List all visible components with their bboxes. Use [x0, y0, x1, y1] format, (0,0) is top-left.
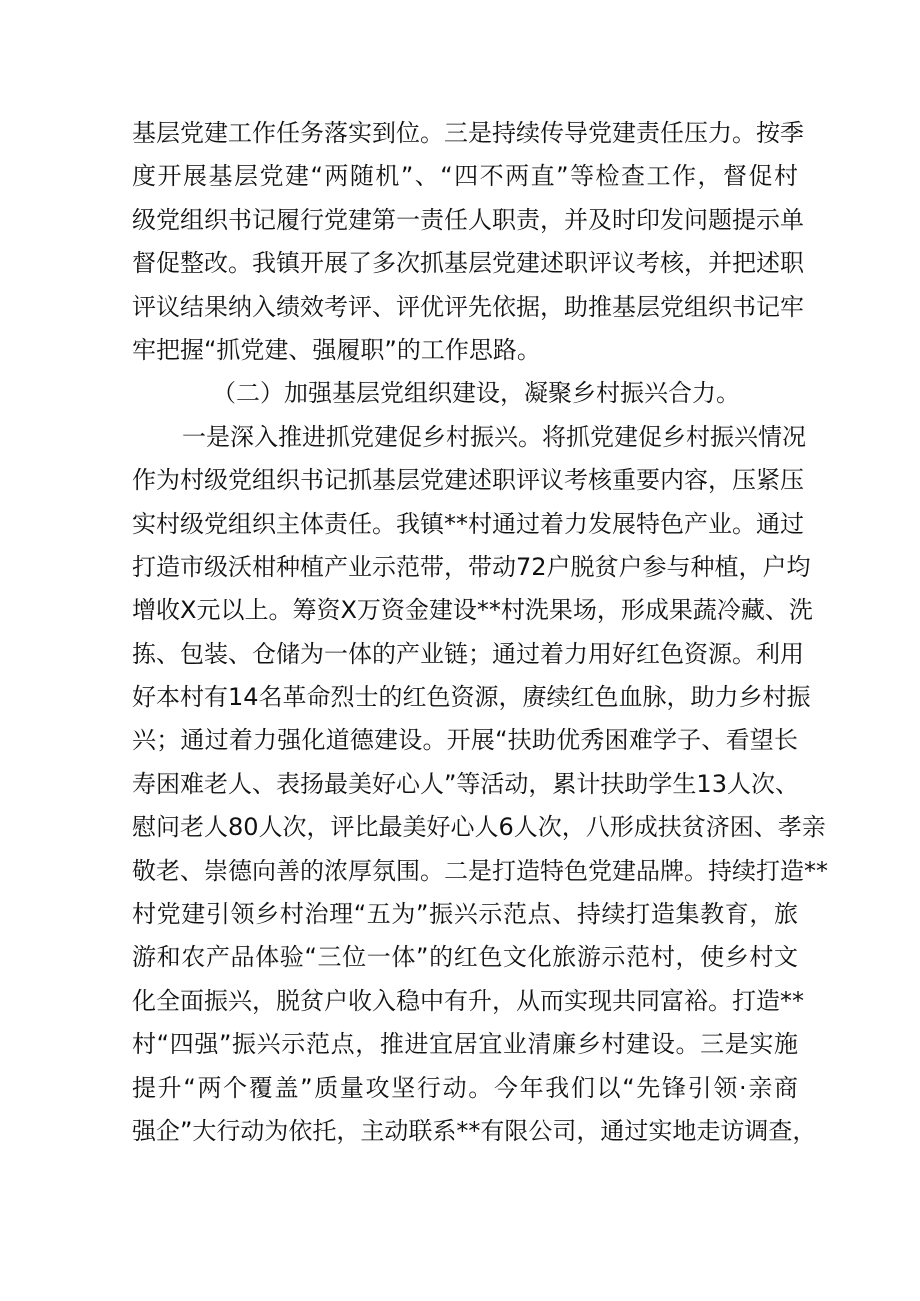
paragraph-line: 兴；通过着力强化道德建设。开展“扶助优秀困难学子、看望长: [132, 726, 798, 755]
paragraph-line: 化全面振兴，脱贫户收入稳中有升，从而实现共同富裕。打造**: [132, 986, 804, 1015]
paragraph-line: 强企”大行动为依托，主动联系**有限公司，通过实地走访调查，: [132, 1116, 817, 1145]
paragraph-line: 村党建引领乡村治理“五为”振兴示范点、持续打造集教育，旅: [132, 900, 798, 929]
paragraph-line: 增收X元以上。筹资X万资金建设**村洗果场，形成果蔬冷藏、洗: [132, 596, 813, 625]
paragraph-line: 提升“两个覆盖”质量攻坚行动。今年我们以“先锋引领·亲商: [132, 1073, 798, 1102]
paragraph-line: 基层党建工作任务落实到位。三是持续传导党建责任压力。按季: [132, 119, 804, 147]
paragraph-line: 实村级党组织主体责任。我镇**村通过着力发展特色产业。通过: [132, 509, 804, 538]
paragraph-line: 好本村有14名革命烈士的红色资源，赓续红色血脉，助力乡村振: [132, 683, 811, 712]
paragraph-line: 寿困难老人、表扬最美好心人”等活动，累计扶助学生13人次、: [132, 769, 799, 798]
paragraph-line: 评议结果纳入绩效考评、评优评先依据，助推基层党组织书记牢: [132, 292, 804, 321]
paragraph-line: 村“四强”振兴示范点，推进宜居宜业清廉乡村建设。三是实施: [132, 1030, 798, 1059]
paragraph-line: 游和农产品体验“三位一体”的红色文化旅游示范村，使乡村文: [132, 943, 798, 972]
paragraph-line: 拣、包装、仓储为一体的产业链；通过着力用好红色资源。利用: [132, 639, 804, 668]
paragraph-line: 敬老、崇德向善的浓厚氛围。二是打造特色党建品牌。持续打造**: [132, 856, 828, 885]
body-text: [132, 112, 828, 1153]
paragraph-line: 打造市级沃柑种植产业示范带，带动72户脱贫户参与种植，户均: [132, 552, 811, 581]
paragraph-line: 作为村级党组织书记抓基层党建述职评议考核重要内容，压紧压: [132, 466, 804, 495]
section-heading: （二）加强基层党组织建设，凝聚乡村振兴合力。: [212, 379, 740, 408]
paragraph-line: 督促整改。我镇开展了多次抓基层党建述职评议考核，并把述职: [132, 249, 804, 278]
paragraph-line: 一是深入推进抓党建促乡村振兴。将抓党建促乡村振兴情况: [182, 422, 806, 451]
paragraph-line: 级党组织书记履行党建第一责任人职责，并及时印发问题提示单: [132, 205, 804, 234]
paragraph-line: 度开展基层党建“两随机”、“四不两直”等检查工作，督促村: [132, 162, 798, 191]
paragraph-line: 牢把握“抓党建、强履职”的工作思路。: [132, 335, 541, 364]
paragraph-line: 慰问老人80人次，评比最美好心人6人次，八形成扶贫济困、孝亲: [132, 813, 826, 842]
